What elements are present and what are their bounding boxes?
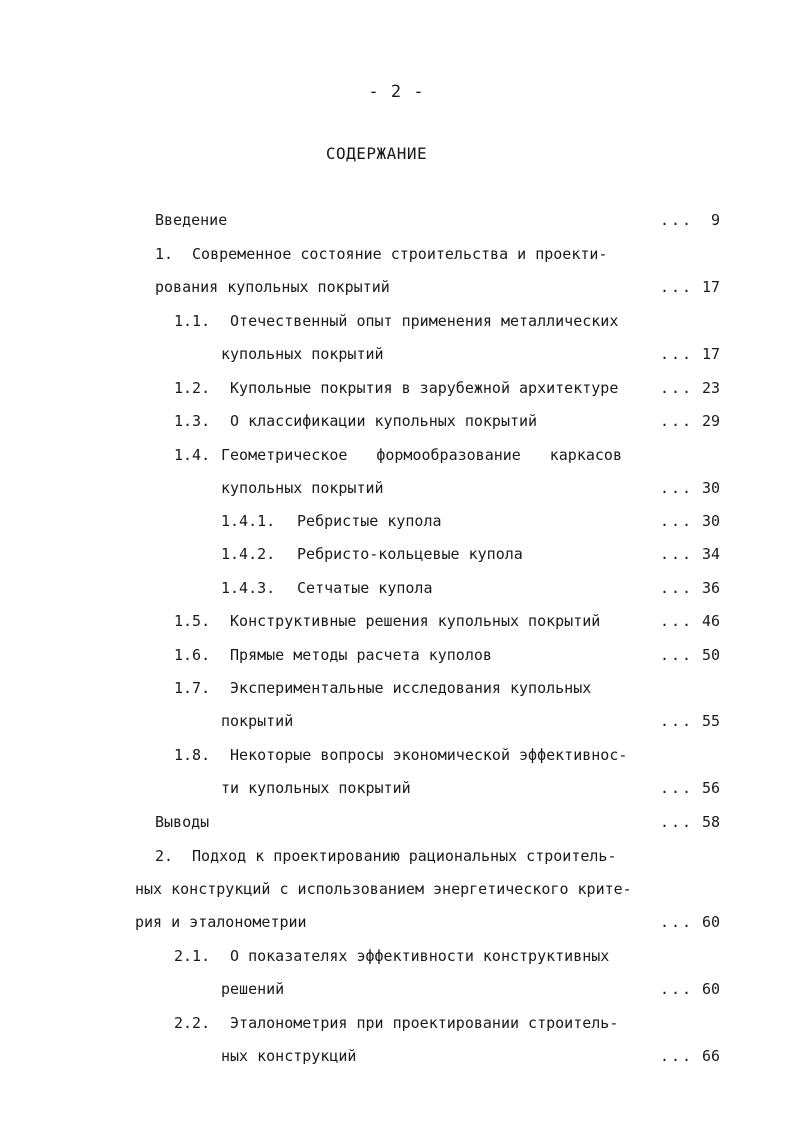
toc-entry-2 — [155, 846, 616, 866]
toc-entry-1 — [155, 244, 607, 264]
toc-entry-1-4-1 — [221, 511, 442, 531]
toc-entry-conclusions: Выводы — [155, 813, 210, 831]
page-ref: 55 — [701, 712, 720, 730]
page-ref: 17 — [701, 345, 720, 363]
page-ref: 60 — [701, 980, 720, 998]
page-ref: 17 — [701, 278, 720, 296]
leader-dots: ... — [660, 512, 694, 530]
toc-text-justified — [221, 445, 622, 465]
toc-entry-2-1 — [174, 946, 609, 966]
page-ref: 58 — [701, 813, 720, 831]
toc-text: Отечественный опыт применения металлических — [230, 312, 619, 330]
toc-entry-1-5 — [174, 611, 600, 631]
leader-dots: ... — [660, 211, 694, 229]
page-number: - 2 - — [368, 82, 425, 102]
toc-entry-1-3 — [174, 411, 537, 431]
toc-text-continued: купольных покрытий — [221, 479, 384, 497]
leader-dots: ... — [660, 579, 694, 597]
page-title: СОДЕРЖАНИЕ — [325, 144, 428, 163]
section-number: 1.4.1. — [221, 512, 276, 530]
section-number: 2. — [155, 847, 174, 865]
section-number: 1.5. — [174, 612, 211, 630]
page-ref: 60 — [701, 913, 720, 931]
toc-text: Современное состояние строительства и проекти- — [192, 245, 608, 263]
section-number: 1.6. — [174, 646, 211, 664]
page-ref: 29 — [701, 412, 720, 430]
toc-text: Некоторые вопросы экономической эффективнос- — [230, 746, 628, 764]
section-number: 1.7. — [174, 679, 211, 697]
leader-dots: ... — [660, 412, 694, 430]
leader-dots: ... — [660, 545, 694, 563]
leader-dots: ... — [660, 479, 694, 497]
page-ref: 34 — [701, 545, 720, 563]
toc-text: Подход к проектированию рациональных строитель- — [192, 847, 617, 865]
leader-dots: ... — [660, 1047, 694, 1065]
toc-text: Сетчатые купола — [297, 579, 433, 597]
page-ref: 50 — [701, 646, 720, 664]
toc-text: О классификации купольных покрытий — [230, 412, 538, 430]
leader-dots: ... — [660, 813, 694, 831]
toc-word: каркасов — [549, 446, 622, 464]
page-ref: 46 — [701, 612, 720, 630]
leader-dots: ... — [660, 712, 694, 730]
section-number: 1.4.2. — [221, 545, 276, 563]
section-number: 1.2. — [174, 379, 211, 397]
page-ref: 9 — [710, 211, 720, 229]
leader-dots: ... — [660, 612, 694, 630]
section-number: 2.1. — [174, 947, 211, 965]
toc-word: формообразование — [376, 446, 521, 464]
toc-entry-2-2 — [174, 1013, 618, 1033]
page-ref: 66 — [701, 1047, 720, 1065]
toc-text-continued: ных конструкций — [221, 1047, 357, 1065]
leader-dots: ... — [660, 913, 694, 931]
toc-entry-1-4-2 — [221, 544, 523, 564]
toc-text: Купольные покрытия в зарубежной архитектуре — [230, 379, 619, 397]
leader-dots: ... — [660, 345, 694, 363]
section-number: 1.8. — [174, 746, 211, 764]
toc-word: Геометрическое — [221, 446, 348, 464]
toc-text-continued: ти купольных покрытий — [221, 779, 411, 797]
leader-dots: ... — [660, 779, 694, 797]
toc-text-continued: рования купольных покрытий — [155, 278, 390, 296]
toc-text-continued: решений — [221, 980, 285, 998]
leader-dots: ... — [660, 646, 694, 664]
toc-text: Конструктивные решения купольных покрытий — [230, 612, 601, 630]
toc-text: Прямые методы расчета куполов — [230, 646, 492, 664]
section-number: 1.4.3. — [221, 579, 276, 597]
page-ref: 36 — [701, 579, 720, 597]
toc-entry-1-6 — [174, 645, 492, 665]
leader-dots: ... — [660, 278, 694, 296]
page-ref: 30 — [701, 479, 720, 497]
section-number: 1.4. — [174, 446, 211, 464]
section-number: 1.1. — [174, 312, 211, 330]
page-ref: 56 — [701, 779, 720, 797]
toc-text: О показателях эффективности конструктивных — [230, 947, 610, 965]
toc-entry-1-1 — [174, 311, 618, 331]
toc-text-continued: купольных покрытий — [221, 345, 384, 363]
toc-entry-1-2 — [174, 378, 618, 398]
toc-text: Эталонометрия при проектировании строитель- — [230, 1014, 619, 1032]
toc-entry-1-7 — [174, 678, 591, 698]
toc-text-continued: рия и эталонометрии — [135, 913, 307, 931]
page-ref: 23 — [701, 379, 720, 397]
section-number: 2.2. — [174, 1014, 211, 1032]
toc-text: Экспериментальные исследования купольных — [230, 679, 592, 697]
toc-text: Ребристо-кольцевые купола — [297, 545, 523, 563]
leader-dots: ... — [660, 379, 694, 397]
toc-text: Ребристые купола — [297, 512, 442, 530]
page-ref: 30 — [701, 512, 720, 530]
leader-dots: ... — [660, 980, 694, 998]
toc-entry-1-4 — [174, 445, 221, 465]
toc-entry-1-4-3 — [221, 578, 433, 598]
toc-entry-intro: Введение — [155, 211, 228, 229]
toc-entry-1-8 — [174, 745, 627, 765]
section-number: 1. — [155, 245, 174, 263]
toc-text-continued: покрытий — [221, 712, 294, 730]
section-number: 1.3. — [174, 412, 211, 430]
toc-text-continued: ных конструкций с использованием энергетического крите- — [135, 880, 632, 898]
